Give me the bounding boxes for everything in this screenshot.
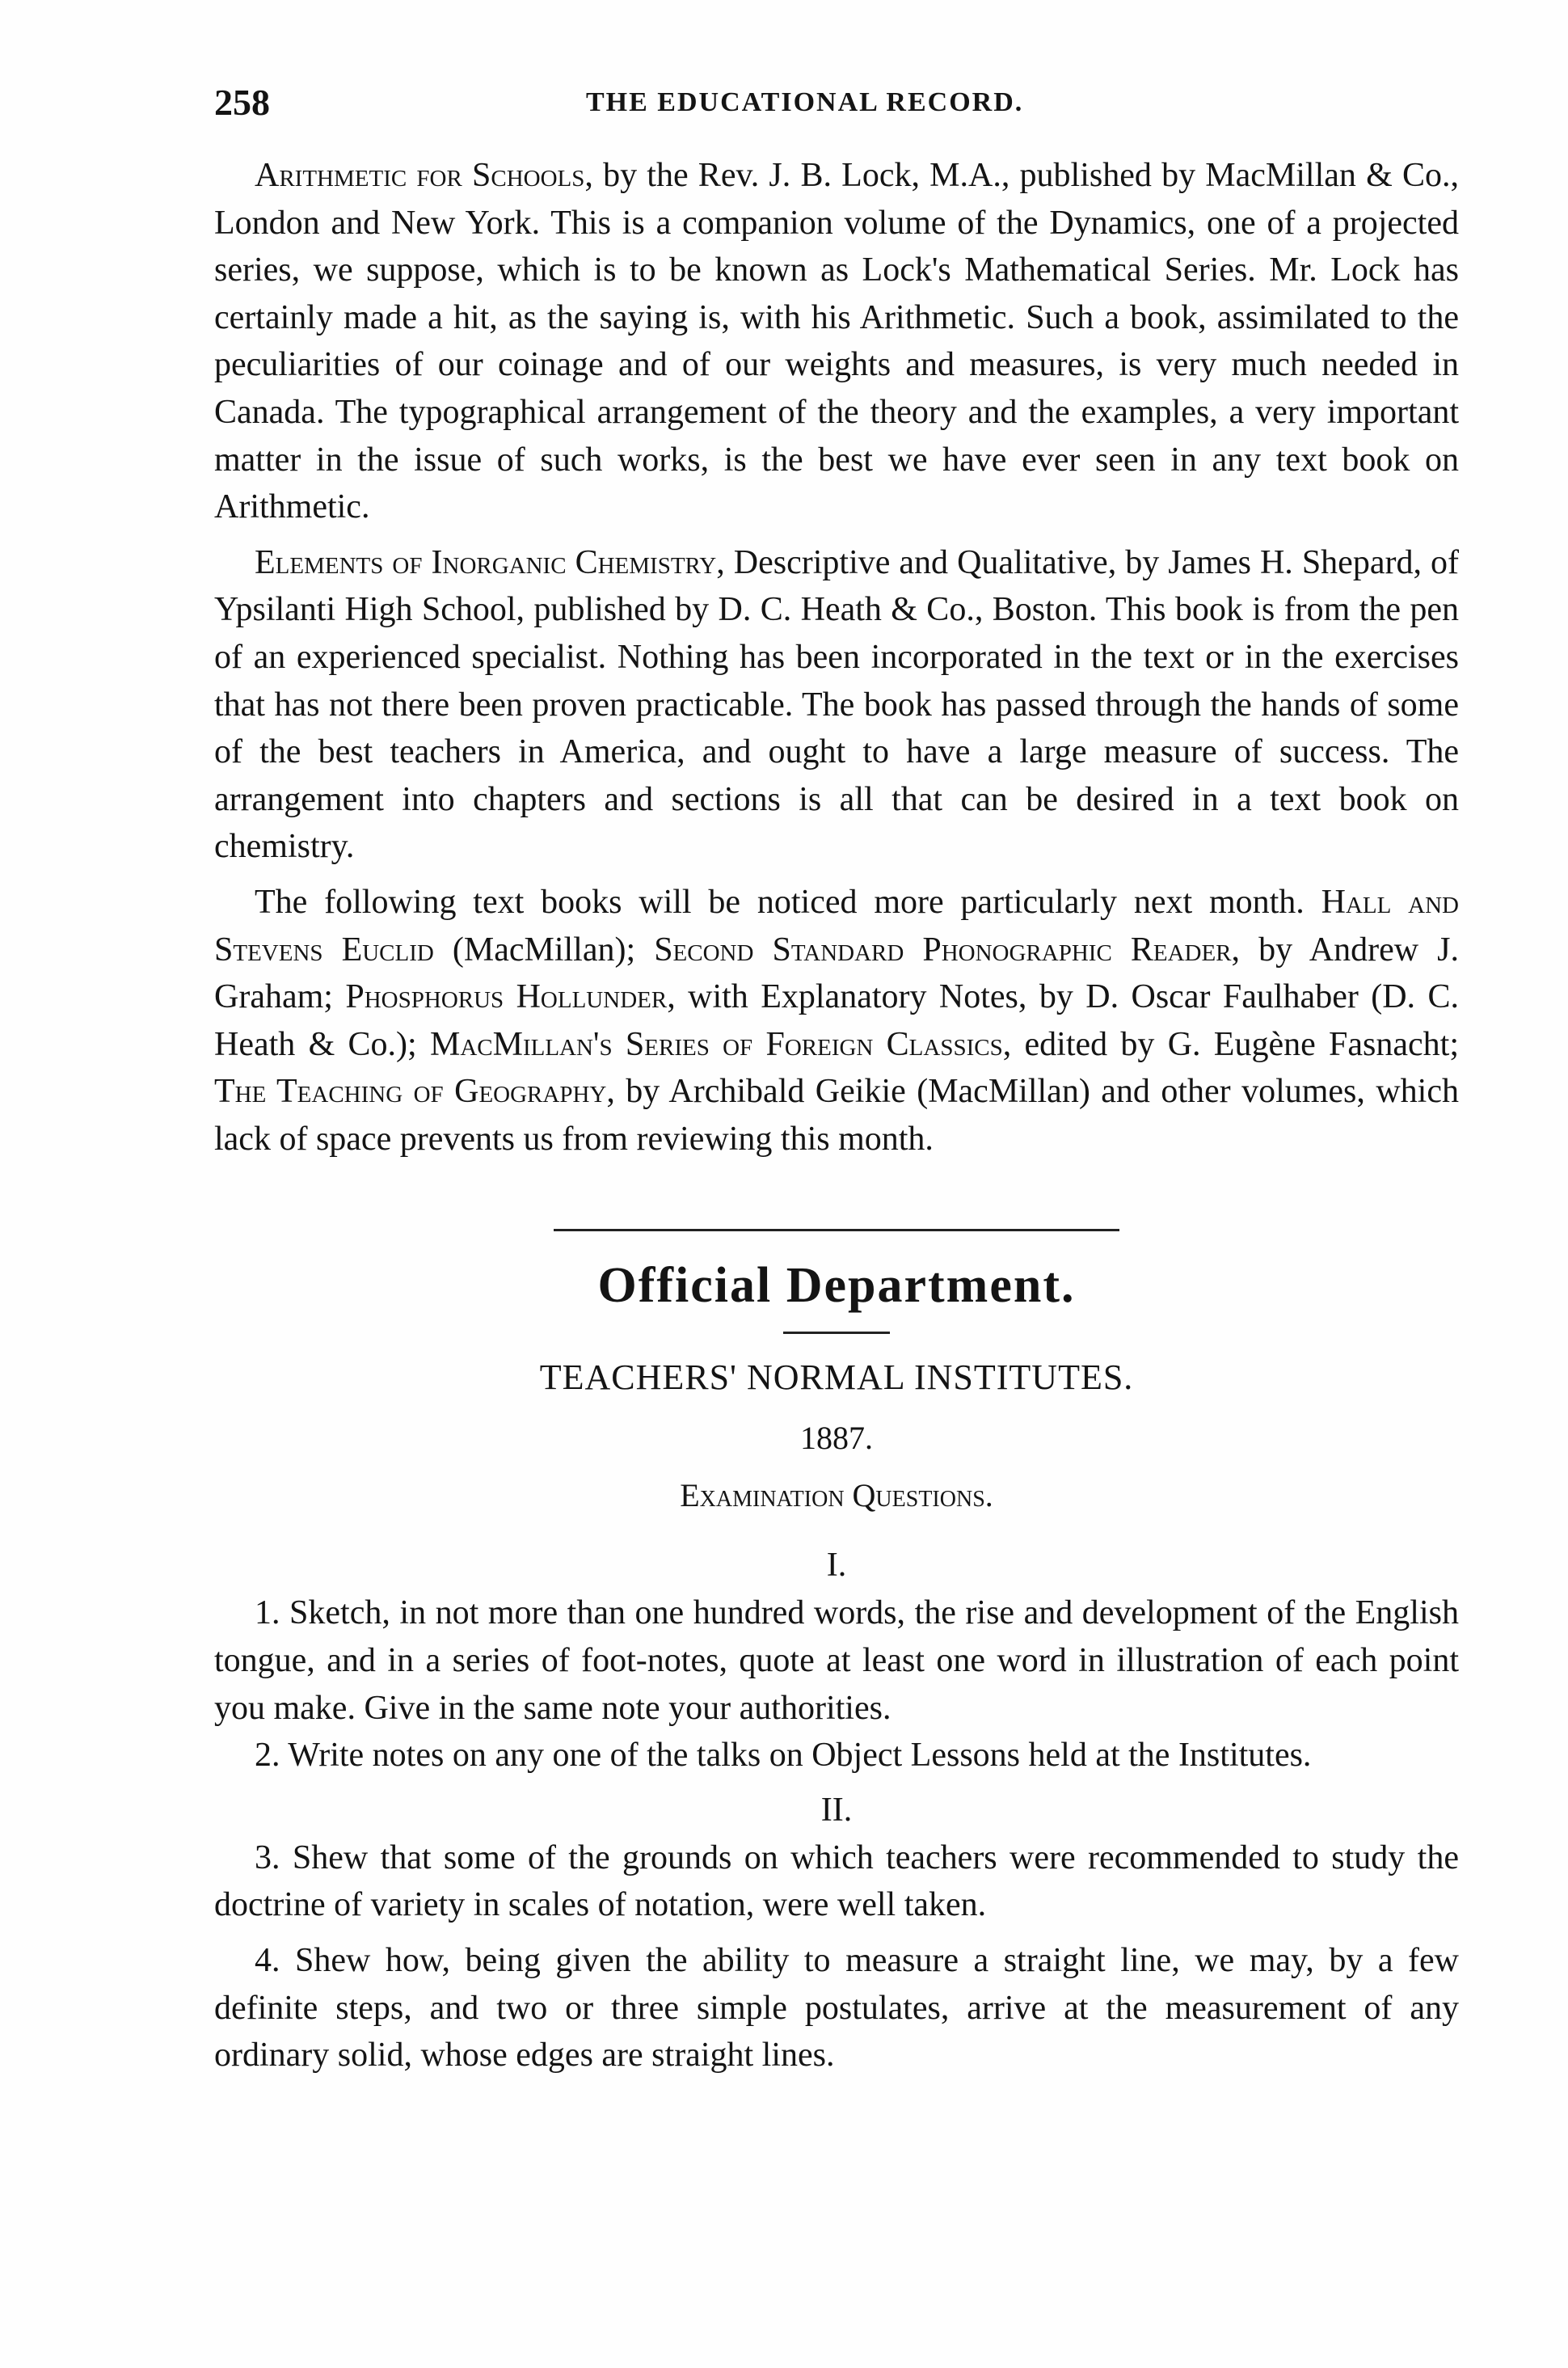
question: 4. Shew how, being given the ability to measure a straight line, we may, by a few definite steps, and two or three simple postulates, arrive at the measurement of any ordinary solid, whose edges are straight lines.	[214, 1942, 1459, 2075]
question: 2. Write notes on any one of the talks on Object Lessons held at the Institutes.	[255, 1737, 1312, 1775]
book-details: , by Archibald Geikie (MacMillan) and other volumes, which lack of space prevents us from reviewing this month.	[214, 1073, 1459, 1158]
book-title: The Teaching of Geography	[214, 1073, 607, 1111]
section-numeral: I.	[826, 1547, 847, 1585]
review-text: , by the Rev. J. B. Lock, M.A., published by MacMillan & Co., London and New York. This is a companion volume of the Dynamics, one of a projected series, we suppose, which is to be known as Lock's Mathematical Series. Mr. Lock has certainly made a hit, as the saying is, with his Arithmetic. Such a book, assimilated to the peculiarities of our coinage and of our weights and measures, is very much needed in Canada. The typographical arrangement of the theory and the examples, a very important matter in the issue of such works, is the best we have ever seen in any text book on Arithmetic.	[214, 157, 1459, 526]
section-numeral: II.	[820, 1791, 853, 1829]
question: 1. Sketch, in not more than one hundred words, the rise and development of the English tongue, and in a series of foot-notes, quote at least one word in illustration of each point you make. Give in the same note your authorities.	[214, 1594, 1459, 1727]
books-notice	[214, 879, 1459, 1163]
exam-heading: Examination Questions.	[680, 1477, 993, 1514]
question: 3. Shew that some of the grounds on which teachers were recommended to study the doctrine of variety in scales of notation, were well taken.	[214, 1838, 1459, 1924]
year-heading: 1887.	[800, 1420, 873, 1457]
book-title: Second Standard Phonographic Reader	[654, 931, 1232, 969]
title-underline	[783, 1332, 890, 1334]
book-title: Phosphorus Hollunder	[345, 978, 668, 1016]
book-details: , edited by G. Eugène Fasnacht;	[1002, 1025, 1460, 1063]
page-number: 258	[214, 82, 270, 123]
department-title: Official Department.	[597, 1258, 1076, 1314]
book-details: , with Explanatory Notes, by D. Oscar Faulhaber (D. C. Heath & Co.);	[214, 978, 1460, 1063]
review-chemistry	[214, 539, 1459, 871]
page-header	[214, 81, 1459, 137]
section-divider	[554, 1229, 1119, 1231]
running-title: THE EDUCATIONAL RECORD.	[586, 87, 1024, 117]
book-title: Hall and Stevens Euclid	[214, 883, 1459, 969]
review-title: Arithmetic for Schools	[255, 157, 585, 194]
book-title: MacMillan's Series of Foreign Classics	[429, 1025, 1003, 1063]
notice-intro: The following text books will be noticed more particularly next month.	[255, 883, 1305, 921]
review-text: , Descriptive and Qualitative, by James H. Shepard, of Ypsilanti High School, published by D. C. Heath & Co., Boston. This book is from the pen of an experienced specialist. Nothing has been incorporated in the text or in the exercises that has not there been proven practicable. The book has passed through the hands of some of the best teachers in America, and ought to have a large measure of success. The arrangement into chapters and sections is all that can be desired in a text book on chemistry.	[214, 543, 1459, 866]
book-details: , by Andrew J. Graham;	[214, 931, 1459, 1016]
page-content	[214, 152, 1459, 2079]
review-arithmetic	[214, 152, 1459, 531]
institutes-heading: TEACHERS' NORMAL INSTITUTES.	[539, 1357, 1134, 1398]
review-title: Elements of Inorganic Chemistry	[255, 543, 717, 581]
book-details: (MacMillan);	[433, 931, 655, 969]
